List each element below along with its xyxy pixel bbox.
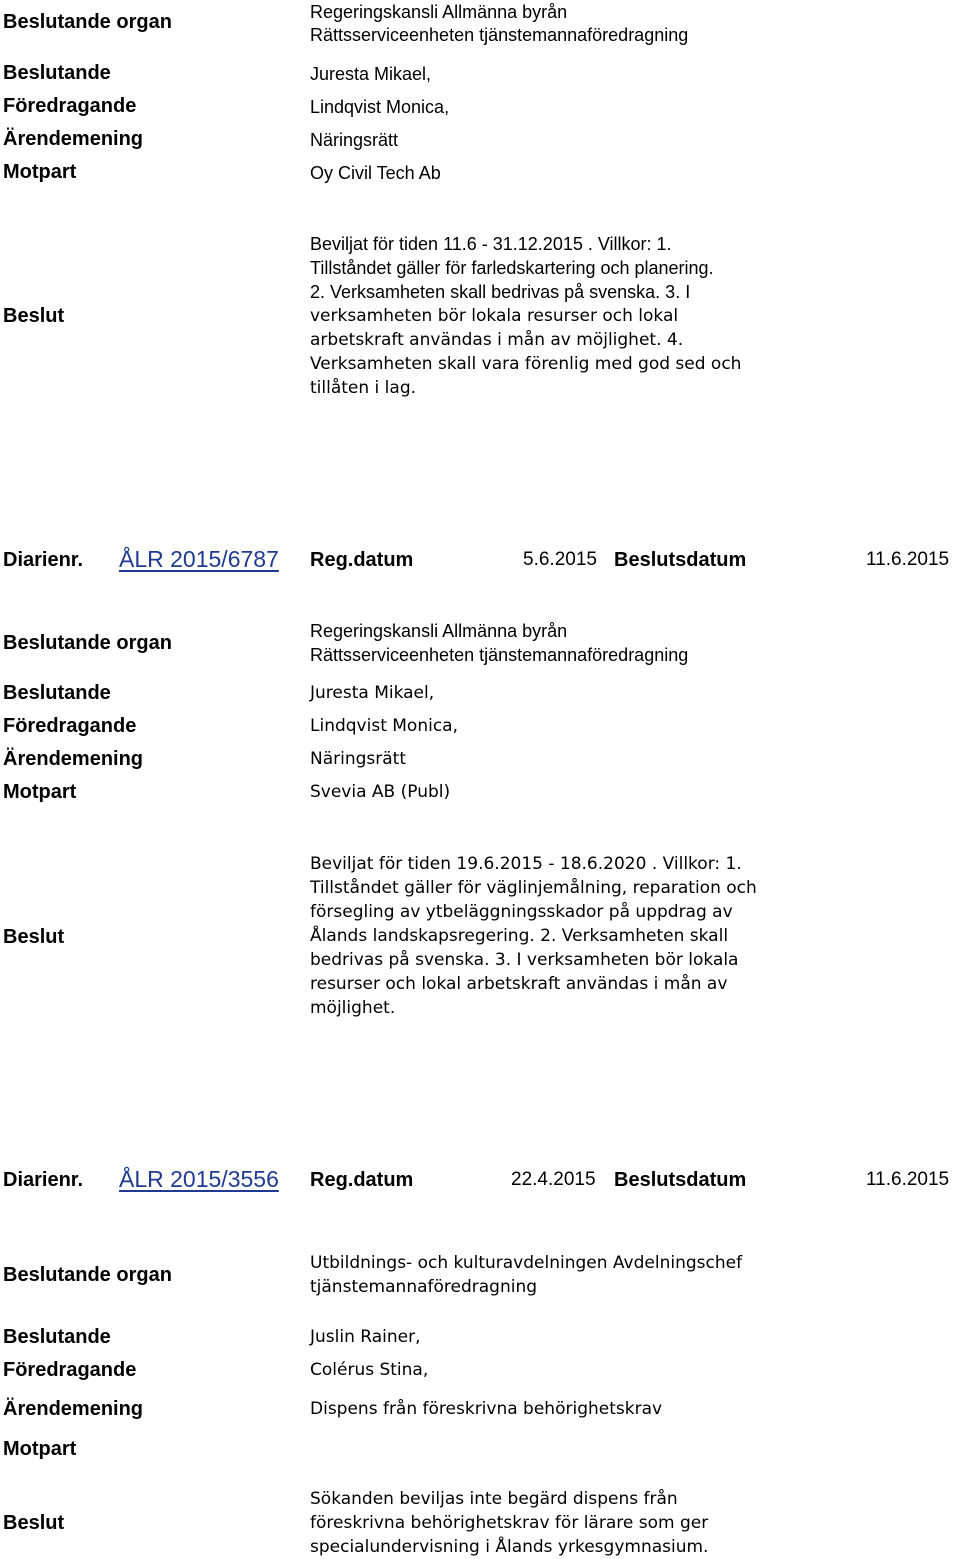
label-foredragande: Föredragande	[3, 715, 137, 737]
diarienr-link[interactable]: ÅLR 2015/6787	[119, 546, 279, 572]
arendemening-value: Dispens från föreskrivna behörighetskrav	[310, 1399, 663, 1419]
label-foredragande: Föredragande	[3, 95, 137, 117]
label-motpart: Motpart	[3, 781, 77, 803]
beslut-line: Beviljat för tiden 19.6.2015 - 18.6.2020 . Villkor: 1.	[310, 854, 742, 874]
beslutande-value: Juresta Mikael,	[310, 64, 432, 84]
label-beslut: Beslut	[3, 1512, 65, 1534]
motpart-value: Oy Civil Tech Ab	[310, 163, 441, 183]
beslut-line: verksamheten bör lokala resurser och lokal	[310, 306, 679, 326]
label-diarienr: Diarienr.	[3, 549, 84, 571]
arendemening-value: Näringsrätt	[310, 130, 399, 150]
diarienr-link[interactable]: ÅLR 2015/3556	[119, 1166, 279, 1192]
foredragande-value: Lindqvist Monica,	[310, 716, 458, 736]
arendemening-value: Näringsrätt	[310, 749, 407, 769]
organ-line1: Utbildnings- och kulturavdelningen Avdelningschef	[310, 1253, 743, 1273]
beslut-line: Tillståndet gäller för väglinjemålning, reparation och	[310, 878, 757, 898]
label-beslutande-organ: Beslutande organ	[3, 1264, 172, 1286]
organ-line1: Regeringskansli Allmänna byrån	[310, 621, 568, 641]
beslut-line: Verksamheten skall vara förenlig med god sed och	[310, 354, 742, 374]
label-beslutande: Beslutande	[3, 682, 111, 704]
label-beslutande: Beslutande	[3, 62, 111, 84]
beslut-line: Beviljat för tiden 11.6 - 31.12.2015 . Villkor: 1.	[310, 234, 672, 254]
beslut-line: försegling av ytbeläggningsskador på uppdrag av	[310, 902, 733, 922]
foredragande-value: Lindqvist Monica,	[310, 97, 450, 117]
label-beslutsdatum: Beslutsdatum	[614, 549, 747, 571]
label-arendemening: Ärendemening	[3, 128, 144, 150]
beslutsdatum-value: 11.6.2015	[866, 549, 950, 570]
motpart-value: Svevia AB (Publ)	[310, 782, 451, 802]
beslut-line: föreskrivna behörighetskrav för lärare som ger	[310, 1513, 709, 1533]
label-motpart: Motpart	[3, 161, 77, 183]
organ-line1: Regeringskansli Allmänna byrån	[310, 2, 568, 22]
label-regdatum: Reg.datum	[310, 1169, 414, 1191]
beslut-line: arbetskraft användas i mån av möjlighet. 4.	[310, 330, 684, 350]
label-beslutande-organ: Beslutande organ	[3, 632, 172, 654]
foredragande-value: Colérus Stina,	[310, 1360, 429, 1380]
beslut-line: specialundervisning i Ålands yrkesgymnasium.	[310, 1537, 709, 1557]
beslutande-value: Juresta Mikael,	[310, 683, 435, 703]
beslut-line: tillåten i lag.	[310, 378, 417, 398]
beslut-line: möjlighet.	[310, 998, 396, 1018]
label-diarienr: Diarienr.	[3, 1169, 84, 1191]
label-foredragande: Föredragande	[3, 1359, 137, 1381]
beslut-line: Tillståndet gäller för farledskartering och planering.	[310, 258, 714, 278]
beslut-line: 2. Verksamheten skall bedrivas på svenska. 3. I	[310, 282, 691, 302]
beslutsdatum-value: 11.6.2015	[866, 1169, 950, 1190]
regdatum-value: 22.4.2015	[511, 1169, 596, 1190]
label-beslut: Beslut	[3, 926, 65, 948]
organ-line2: Rättsserviceenheten tjänstemannaföredragning	[310, 645, 689, 665]
label-beslutande-organ: Beslutande organ	[3, 11, 172, 33]
label-arendemening: Ärendemening	[3, 1398, 144, 1420]
label-motpart: Motpart	[3, 1438, 77, 1460]
beslut-line: Ålands landskapsregering. 2. Verksamheten skall	[310, 926, 729, 946]
organ-line2: tjänstemannaföredragning	[310, 1277, 538, 1297]
label-beslut: Beslut	[3, 305, 65, 327]
regdatum-value: 5.6.2015	[523, 549, 597, 570]
beslutande-value: Juslin Rainer,	[310, 1327, 421, 1347]
beslut-line: resurser och lokal arbetskraft användas i mån av	[310, 974, 728, 994]
label-beslutsdatum: Beslutsdatum	[614, 1169, 747, 1191]
beslut-line: bedrivas på svenska. 3. I verksamheten bör lokala	[310, 950, 739, 970]
label-arendemening: Ärendemening	[3, 748, 144, 770]
label-beslutande: Beslutande	[3, 1326, 111, 1348]
label-regdatum: Reg.datum	[310, 549, 414, 571]
beslut-line: Sökanden beviljas inte begärd dispens från	[310, 1489, 678, 1509]
organ-line2: Rättsserviceenheten tjänstemannaföredragning	[310, 25, 689, 45]
